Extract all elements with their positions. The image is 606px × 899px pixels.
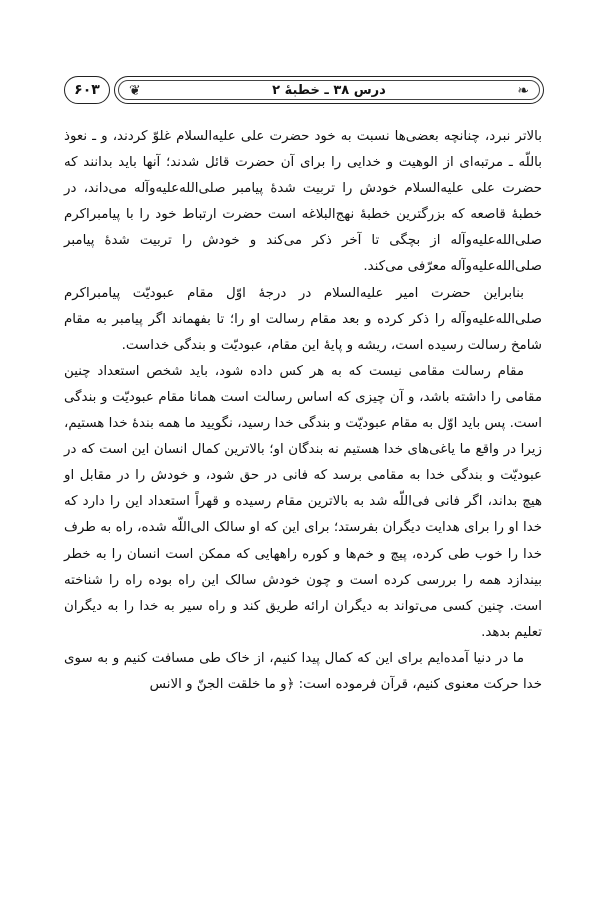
page-body — [64, 124, 542, 698]
page-number: ۶۰۳ — [74, 82, 100, 98]
paragraph-1: بالاتر نبرد، چنانچه بعضی‌ها نسبت به خود حضرت علی علیه‌السلام غلوّ کردند، و ـ نعوذ باللّه ـ مرتبه‌ای از الوهیت و خدایی را برای آن حضرت قائل شدند؛ آنها باید بدانند که حضرت علی علیه‌السلام خودش را تربیت شدهٔ پیامبر صلی‌الله‌علیه‌وآله می‌داند، در خطبهٔ قاصعه که بزرگترین خطبهٔ نهج‌البلاغه است حضرت ارتباط خود را با پیامبراکرم صلی‌الله‌علیه‌وآله از بچگی تا آخر ذکر می‌کند و خودش را تربیت شدهٔ پیامبر صلی‌الله‌علیه‌وآله معرّفی می‌کند. — [64, 129, 542, 275]
page-number-badge — [64, 76, 110, 104]
ornament-left-icon: ❦ — [129, 83, 141, 99]
page-header — [64, 76, 544, 106]
paragraph-2: بنابراین حضرت امیر علیه‌السلام در درجهٔ اوّل مقام عبودیّت پیامبراکرم صلی‌الله‌علیه‌وآله را ذکر کرده و بعد مقام رسالت او را؛ تا بفهماند اگر پیامبر به مقام شامخ رسالت رسیده است، ریشه و پایهٔ این مقام، عبودیّت و بندگی خداست. — [64, 285, 542, 353]
paragraph-3: مقام رسالت مقامی نیست که به هر کس داده شود، باید شخص استعداد چنین مقامی را داشته باشد، و آن چیزی که اساس رسالت است همانا مقام عبودیّت و بندگی است. پس باید اوّل به مقام عبودیّت و بندگی خدا رسید، نگویید ما همه بندهٔ خدا هستیم، زیرا در واقع ما یاغی‌های خدا هستیم نه بندگان او؛ بالاترین کمال انسان این است که در عبودیّت و بندگی خدا به مقامی برسد که فانی در حق شود، و خودش را در مقابل او هیچ بداند، اگر فانی فی‌اللّه شد به بالاترین مقام رسیده و قهراً استعداد این را دارد که خدا او را برای هدایت دیگران بفرستد؛ برای این که او سالک الی‌اللّه شده، راه به طرف خدا را خوب طی کرده، پیچ و خم‌ها و کوره راههایی که ممکن است انسان را به خطر بیندازد همه را بررسی کرده است و چون خودش سالک این راه بوده راه را شناخته است. چنین کسی می‌تواند به دیگران ارائه طریق کند و راه سیر به خدا را به دیگران تعلیم بدهد. — [64, 363, 542, 640]
ornament-right-icon: ❧ — [517, 83, 529, 99]
running-title-box — [114, 76, 544, 104]
paragraph-4: ما در دنیا آمده‌ایم برای این که کمال پیدا کنیم، از خاک طی مسافت کنیم و به سوی خدا حرکت معنوی کنیم، قرآن فرموده است: ﴿و ما خلقت الجنّ و الانس — [64, 650, 542, 692]
running-title: درس ۳۸ ـ خطبهٔ ۲ — [272, 82, 386, 98]
